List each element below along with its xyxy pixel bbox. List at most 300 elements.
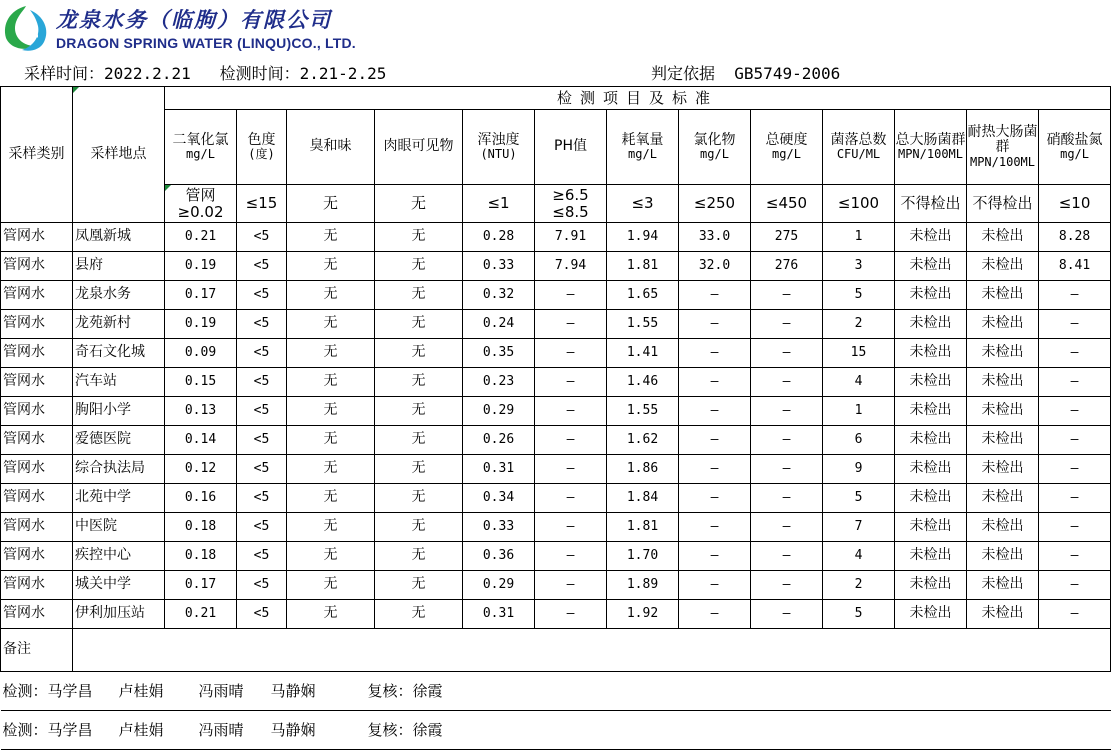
result-cell: – (535, 600, 607, 629)
result-cell: – (535, 455, 607, 484)
result-cell: 无 (287, 600, 375, 629)
result-cell: 0.18 (165, 542, 237, 571)
sample-type-cell: 管网水 (1, 310, 73, 339)
result-cell: 未检出 (967, 397, 1039, 426)
result-cell: 1.46 (607, 368, 679, 397)
result-cell: 0.21 (165, 223, 237, 252)
result-cell: 无 (287, 223, 375, 252)
result-cell: – (751, 281, 823, 310)
standard-limit-cell: ≥6.5 ≤8.5 (535, 185, 607, 223)
standard-limit-cell: 不得检出 (895, 185, 967, 223)
result-cell: 33.0 (679, 223, 751, 252)
result-cell: 未检出 (967, 339, 1039, 368)
sample-type-cell: 管网水 (1, 252, 73, 281)
result-cell: 0.29 (463, 397, 535, 426)
water-quality-table (0, 86, 1111, 750)
tester-name: 卢桂娟 (118, 681, 164, 700)
result-cell: 无 (287, 513, 375, 542)
result-cell: 未检出 (967, 484, 1039, 513)
result-cell: – (1039, 426, 1111, 455)
result-cell: 无 (375, 310, 463, 339)
standard-limit-cell: 无 (287, 185, 375, 223)
standard-limits-row (1, 185, 1111, 223)
result-cell: 1 (823, 397, 895, 426)
result-cell: <5 (237, 281, 287, 310)
sample-type-cell: 管网水 (1, 513, 73, 542)
result-cell: 0.24 (463, 310, 535, 339)
result-cell: – (1039, 571, 1111, 600)
result-cell: 无 (375, 223, 463, 252)
signature-row (1, 672, 1111, 711)
standard-limit-cell: ≤10 (1039, 185, 1111, 223)
result-cell: – (679, 513, 751, 542)
result-cell: 1.62 (607, 426, 679, 455)
column-header-item (165, 110, 237, 185)
table-row (1, 542, 1111, 571)
sample-type-cell: 管网水 (1, 571, 73, 600)
column-header-item (535, 110, 607, 185)
result-cell: 0.16 (165, 484, 237, 513)
result-cell: 0.36 (463, 542, 535, 571)
result-cell: 8.28 (1039, 223, 1111, 252)
result-cell: 无 (375, 571, 463, 600)
column-header-item (967, 110, 1039, 185)
result-cell: <5 (237, 600, 287, 629)
result-cell: 1.89 (607, 571, 679, 600)
result-cell: 无 (375, 542, 463, 571)
result-cell: 1.65 (607, 281, 679, 310)
column-header-item (375, 110, 463, 185)
result-cell: 7.91 (535, 223, 607, 252)
result-cell: 0.26 (463, 426, 535, 455)
item-unit: (度) (248, 147, 275, 162)
result-cell: 9 (823, 455, 895, 484)
result-cell: 1.84 (607, 484, 679, 513)
result-cell: 未检出 (967, 310, 1039, 339)
result-cell: <5 (237, 455, 287, 484)
result-cell: – (535, 484, 607, 513)
result-cell: – (535, 339, 607, 368)
reviewer-label: 复核： (367, 681, 413, 700)
result-cell: 无 (287, 426, 375, 455)
result-cell: 0.09 (165, 339, 237, 368)
result-cell: 1.41 (607, 339, 679, 368)
result-cell: 0.33 (463, 513, 535, 542)
result-cell: 未检出 (967, 426, 1039, 455)
result-cell: 7.94 (535, 252, 607, 281)
result-cell: 未检出 (967, 281, 1039, 310)
item-name: 肉眼可见物 (383, 138, 454, 155)
result-cell: – (535, 542, 607, 571)
result-cell: 1 (823, 223, 895, 252)
result-cell: – (751, 397, 823, 426)
item-unit: mg/L (1060, 147, 1090, 162)
tester-name: 马静娴 (270, 720, 316, 739)
result-cell: 1.81 (607, 513, 679, 542)
sample-type-cell: 管网水 (1, 600, 73, 629)
tester-name: 马学昌 (47, 681, 93, 700)
result-cell: <5 (237, 571, 287, 600)
result-cell: – (679, 397, 751, 426)
sample-site-cell: 综合执法局 (73, 455, 165, 484)
result-cell: 0.33 (463, 252, 535, 281)
company-logo-icon (0, 4, 52, 52)
signature-line (3, 722, 1111, 739)
result-cell: 无 (375, 252, 463, 281)
result-cell: – (535, 281, 607, 310)
result-cell: – (751, 542, 823, 571)
standard-limit-cell: ≤1 (463, 185, 535, 223)
result-cell: – (1039, 397, 1111, 426)
table-row (1, 397, 1111, 426)
table-row (1, 513, 1111, 542)
sample-site-cell: 奇石文化城 (73, 339, 165, 368)
result-cell: – (1039, 513, 1111, 542)
result-cell: 15 (823, 339, 895, 368)
tester-label: 检测： (2, 720, 48, 739)
sample-site-cell: 龙苑新村 (73, 310, 165, 339)
judgement-basis (651, 61, 840, 84)
table-row (1, 455, 1111, 484)
signature-line (3, 683, 1111, 700)
tester-name: 冯雨晴 (198, 720, 244, 739)
tester-name: 卢桂娟 (118, 720, 164, 739)
standard-limit-cell: 无 (375, 185, 463, 223)
result-cell: 2 (823, 310, 895, 339)
result-cell: 未检出 (895, 281, 967, 310)
result-cell: 1.92 (607, 600, 679, 629)
column-header-item (287, 110, 375, 185)
signature-row (1, 711, 1111, 750)
result-cell: – (751, 455, 823, 484)
result-cell: <5 (237, 542, 287, 571)
remark-row (1, 629, 1111, 672)
result-cell: <5 (237, 513, 287, 542)
result-cell: 未检出 (895, 600, 967, 629)
table-row (1, 223, 1111, 252)
result-cell: – (679, 484, 751, 513)
column-header-sample-site: 采样地点 (73, 87, 165, 223)
column-header-item (751, 110, 823, 185)
result-cell: – (751, 571, 823, 600)
result-cell: 未检出 (967, 513, 1039, 542)
result-cell: <5 (237, 397, 287, 426)
result-cell: 0.28 (463, 223, 535, 252)
result-cell: – (679, 368, 751, 397)
item-unit: mg/L (186, 147, 215, 162)
item-unit: CFU/ML (836, 147, 881, 162)
item-name: 总大肠菌群 (895, 131, 966, 148)
result-cell: <5 (237, 426, 287, 455)
result-cell: 0.31 (463, 455, 535, 484)
item-unit: mg/L (700, 147, 729, 162)
result-cell: <5 (237, 252, 287, 281)
column-header-item (1039, 110, 1111, 185)
item-name: 二氧化氯 (172, 131, 229, 148)
result-cell: 7 (823, 513, 895, 542)
result-cell: 无 (287, 455, 375, 484)
result-cell: 2 (823, 571, 895, 600)
company-name-en: DRAGON SPRING WATER (LINQU)CO., LTD. (56, 35, 356, 51)
result-cell: 0.17 (165, 571, 237, 600)
tester-name: 马学昌 (47, 720, 93, 739)
sample-type-cell: 管网水 (1, 455, 73, 484)
sample-site-cell: 凤凰新城 (73, 223, 165, 252)
result-cell: – (679, 571, 751, 600)
result-cell: – (1039, 368, 1111, 397)
item-unit: MPN/100ML (969, 154, 1036, 169)
table-row (1, 252, 1111, 281)
result-cell: 未检出 (895, 252, 967, 281)
column-header-item (895, 110, 967, 185)
result-cell: – (1039, 339, 1111, 368)
result-cell: 无 (287, 281, 375, 310)
result-cell: 未检出 (967, 368, 1039, 397)
tester-name: 冯雨晴 (198, 681, 244, 700)
column-header-item (679, 110, 751, 185)
result-cell: 0.31 (463, 600, 535, 629)
standard-limit-cell: ≤3 (607, 185, 679, 223)
result-cell: 0.32 (463, 281, 535, 310)
column-header-item (237, 110, 287, 185)
standard-limit-cell: ≤450 (751, 185, 823, 223)
column-group-title: 检测项目及标准 (165, 87, 1111, 110)
result-cell: 未检出 (895, 339, 967, 368)
result-cell: – (535, 310, 607, 339)
reviewer-name: 徐霞 (412, 681, 443, 700)
result-cell: 无 (287, 310, 375, 339)
item-name: 臭和味 (309, 138, 352, 155)
item-name: 氯化物 (693, 131, 736, 148)
result-cell: – (1039, 310, 1111, 339)
result-cell: – (679, 600, 751, 629)
item-name: 耗氧量 (621, 131, 664, 148)
result-cell: – (679, 426, 751, 455)
result-cell: – (679, 455, 751, 484)
signature-cell (1, 672, 1111, 711)
result-cell: 无 (375, 455, 463, 484)
result-cell: 1.55 (607, 397, 679, 426)
result-cell: 275 (751, 223, 823, 252)
standard-limit-cell: ≤250 (679, 185, 751, 223)
result-cell: 32.0 (679, 252, 751, 281)
sample-type-cell: 管网水 (1, 484, 73, 513)
result-cell: 未检出 (967, 252, 1039, 281)
sampling-time-label: 采样时间： (24, 64, 105, 83)
result-cell: 1.55 (607, 310, 679, 339)
header-item-row (1, 110, 1111, 185)
result-cell: – (1039, 600, 1111, 629)
table-row (1, 484, 1111, 513)
item-name: 色度 (247, 131, 276, 148)
item-name: 硝酸盐氮 (1046, 131, 1103, 148)
result-cell: – (679, 281, 751, 310)
result-cell: 4 (823, 542, 895, 571)
result-cell: – (535, 571, 607, 600)
result-cell: 3 (823, 252, 895, 281)
result-cell: 无 (375, 484, 463, 513)
item-name: PH值 (554, 138, 587, 155)
item-name: 耐热大肠菌群 (967, 124, 1038, 156)
result-cell: 未检出 (895, 571, 967, 600)
tester-label: 检测： (2, 681, 48, 700)
result-cell: <5 (237, 339, 287, 368)
result-cell: 5 (823, 600, 895, 629)
column-header-item (607, 110, 679, 185)
result-cell: – (1039, 455, 1111, 484)
result-cell: 1.70 (607, 542, 679, 571)
result-cell: 5 (823, 484, 895, 513)
sample-site-cell: 爱德医院 (73, 426, 165, 455)
sample-type-cell: 管网水 (1, 368, 73, 397)
result-cell: <5 (237, 484, 287, 513)
column-header-sample-type: 采样类别 (1, 87, 73, 223)
remark-label: 备注 (1, 629, 73, 672)
result-cell: 0.35 (463, 339, 535, 368)
result-cell: 0.12 (165, 455, 237, 484)
result-cell: 无 (287, 368, 375, 397)
table-row (1, 339, 1111, 368)
table-row (1, 281, 1111, 310)
sample-site-cell: 县府 (73, 252, 165, 281)
result-cell: 6 (823, 426, 895, 455)
sample-type-cell: 管网水 (1, 426, 73, 455)
result-cell: 0.21 (165, 600, 237, 629)
sampling-info (24, 61, 386, 84)
table-row (1, 310, 1111, 339)
result-cell: – (1039, 484, 1111, 513)
result-cell: 未检出 (895, 310, 967, 339)
result-cell: 0.19 (165, 252, 237, 281)
result-cell: – (1039, 281, 1111, 310)
result-cell: 无 (287, 339, 375, 368)
item-unit: (NTU) (480, 147, 517, 162)
result-cell: <5 (237, 310, 287, 339)
result-cell: – (751, 310, 823, 339)
table-row (1, 368, 1111, 397)
item-unit: mg/L (772, 147, 801, 162)
result-cell: 未检出 (895, 513, 967, 542)
result-cell: 未检出 (895, 426, 967, 455)
item-name: 总硬度 (765, 131, 808, 148)
table-row (1, 426, 1111, 455)
result-cell: – (679, 542, 751, 571)
sample-site-cell: 北苑中学 (73, 484, 165, 513)
result-cell: 0.13 (165, 397, 237, 426)
table-row (1, 600, 1111, 629)
result-cell: 无 (287, 484, 375, 513)
result-cell: – (679, 339, 751, 368)
result-cell: 5 (823, 281, 895, 310)
sample-site-cell: 伊利加压站 (73, 600, 165, 629)
result-cell: <5 (237, 368, 287, 397)
report-header (0, 0, 1113, 86)
result-cell: 未检出 (895, 397, 967, 426)
column-header-item (463, 110, 535, 185)
standard-limit-cell: 管网≥0.02 (165, 185, 237, 223)
header-group-row (1, 87, 1111, 110)
basis-value: GB5749-2006 (734, 64, 841, 83)
result-cell: 1.94 (607, 223, 679, 252)
column-header-item (823, 110, 895, 185)
result-cell: 无 (287, 542, 375, 571)
result-cell: – (535, 426, 607, 455)
result-cell: 0.29 (463, 571, 535, 600)
item-name: 菌落总数 (830, 131, 887, 148)
result-cell: 无 (287, 252, 375, 281)
result-cell: – (751, 339, 823, 368)
result-cell: 1.86 (607, 455, 679, 484)
tester-name: 马静娴 (270, 681, 316, 700)
sample-type-cell: 管网水 (1, 542, 73, 571)
result-cell: 未检出 (895, 484, 967, 513)
item-unit: mg/L (628, 147, 657, 162)
result-cell: 4 (823, 368, 895, 397)
result-cell: 无 (287, 571, 375, 600)
sample-type-cell: 管网水 (1, 223, 73, 252)
result-cell: 未检出 (895, 223, 967, 252)
result-cell: 未检出 (967, 571, 1039, 600)
result-cell: 无 (287, 397, 375, 426)
result-cell: 无 (375, 339, 463, 368)
result-cell: 无 (375, 368, 463, 397)
result-cell: 无 (375, 513, 463, 542)
result-cell: – (535, 368, 607, 397)
sampling-time-value: 2022.2.21 (104, 64, 191, 83)
company-name-cn: 龙泉水务（临朐）有限公司 (56, 8, 332, 32)
signature-cell (1, 711, 1111, 750)
result-cell: – (751, 426, 823, 455)
result-cell: 未检出 (895, 542, 967, 571)
result-cell: 0.34 (463, 484, 535, 513)
result-cell: 8.41 (1039, 252, 1111, 281)
result-cell: 0.18 (165, 513, 237, 542)
result-cell: – (751, 600, 823, 629)
sample-site-cell: 汽车站 (73, 368, 165, 397)
sample-site-cell: 城关中学 (73, 571, 165, 600)
result-cell: 未检出 (895, 368, 967, 397)
result-cell: – (751, 368, 823, 397)
standard-limit-cell: 不得检出 (967, 185, 1039, 223)
result-cell: 0.14 (165, 426, 237, 455)
result-cell: 无 (375, 397, 463, 426)
standard-limit-cell: ≤15 (237, 185, 287, 223)
table-row (1, 571, 1111, 600)
result-cell: 1.81 (607, 252, 679, 281)
item-name: 浑浊度 (477, 131, 520, 148)
result-cell: – (535, 513, 607, 542)
result-cell: – (679, 310, 751, 339)
sample-site-cell: 疾控中心 (73, 542, 165, 571)
result-cell: – (1039, 542, 1111, 571)
basis-label: 判定依据 (651, 64, 716, 83)
sample-type-cell: 管网水 (1, 339, 73, 368)
result-cell: 276 (751, 252, 823, 281)
remark-value (73, 629, 1111, 672)
result-cell: 未检出 (967, 223, 1039, 252)
result-cell: 未检出 (967, 600, 1039, 629)
result-cell: 未检出 (967, 542, 1039, 571)
sample-type-cell: 管网水 (1, 397, 73, 426)
item-unit: MPN/100ML (897, 147, 964, 162)
result-cell: 0.23 (463, 368, 535, 397)
testing-time-label: 检测时间： (219, 64, 300, 83)
result-cell: 0.17 (165, 281, 237, 310)
result-cell: 未检出 (895, 455, 967, 484)
sample-site-cell: 朐阳小学 (73, 397, 165, 426)
sample-site-cell: 中医院 (73, 513, 165, 542)
sample-site-cell: 龙泉水务 (73, 281, 165, 310)
